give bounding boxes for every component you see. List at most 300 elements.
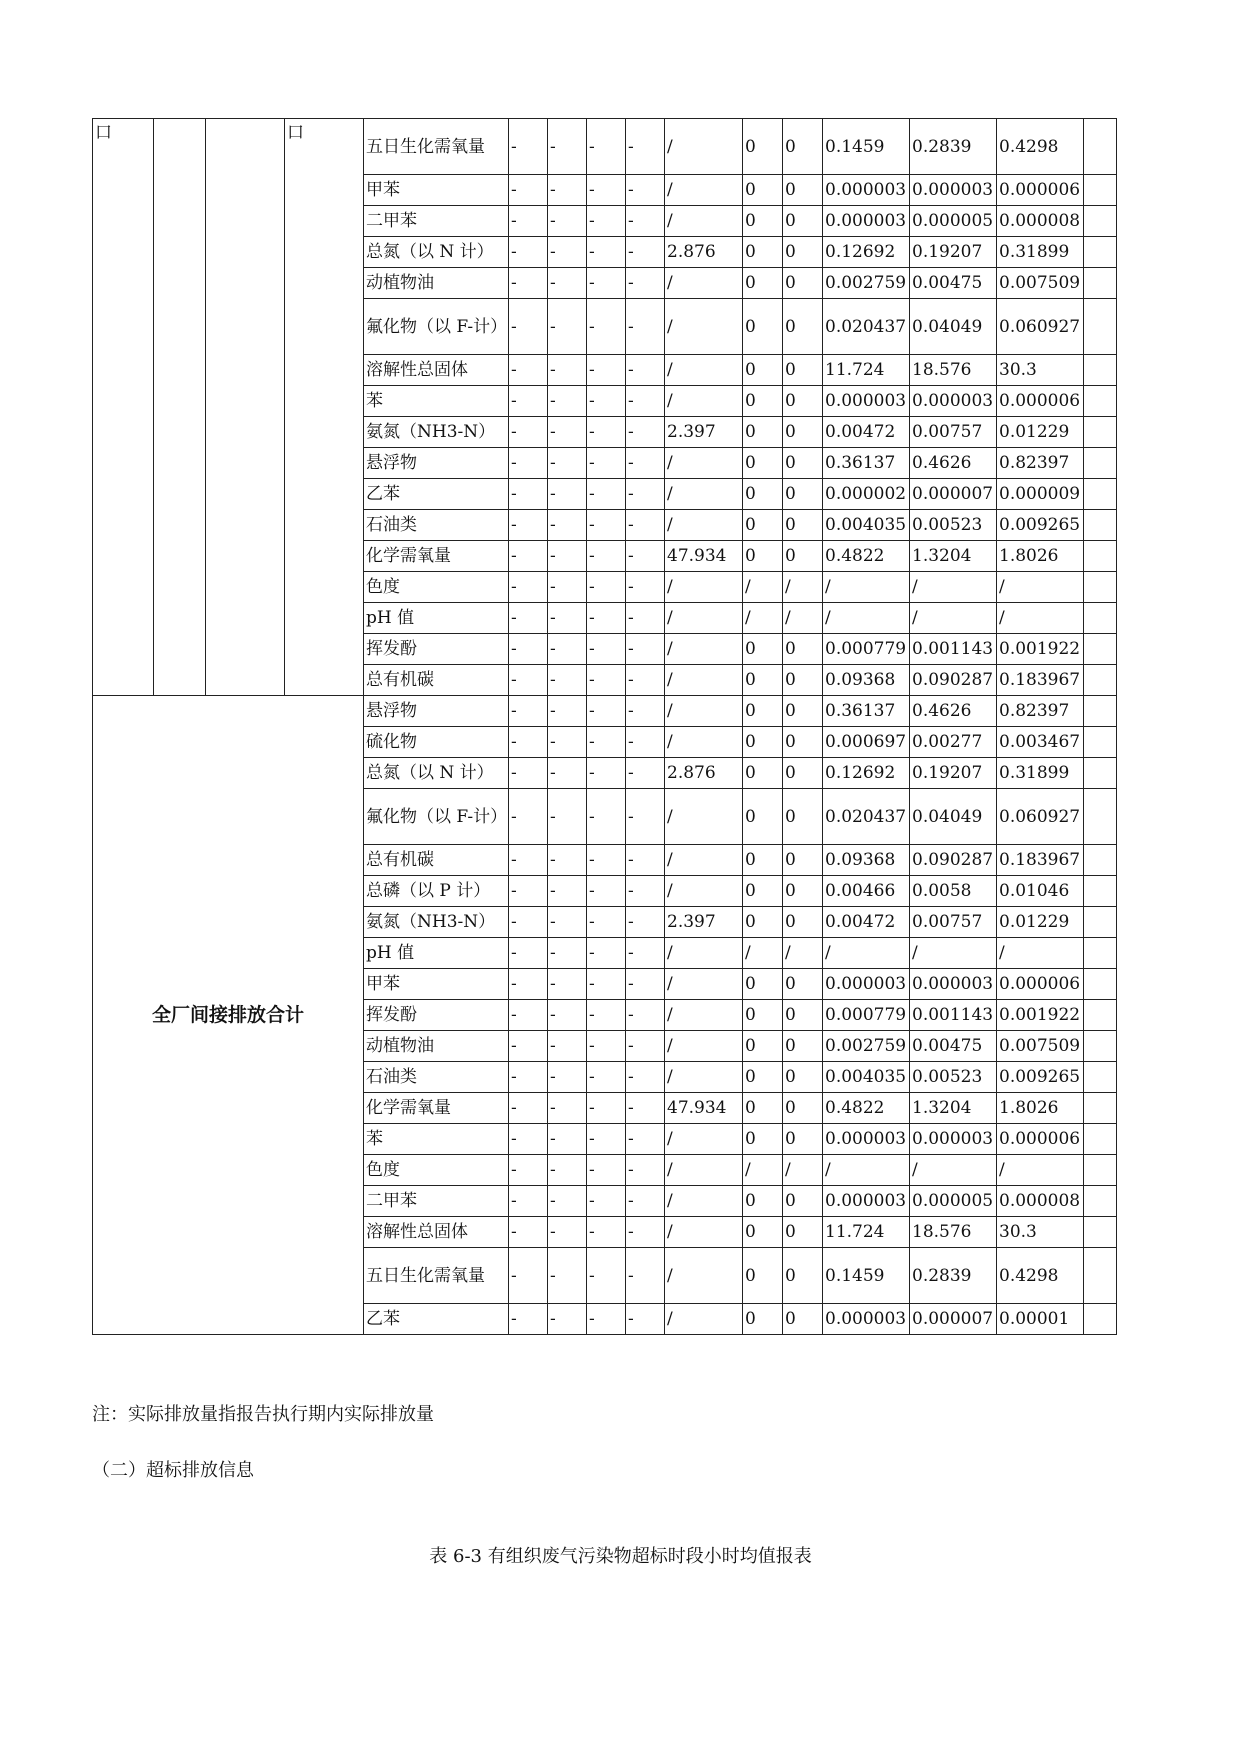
value-cell-a3: 0.31899 (997, 758, 1084, 789)
value-cell-a3: 0.009265 (997, 1062, 1084, 1093)
dash-cell: - (509, 417, 548, 448)
pollutant-name: 总氮（以 N 计） (364, 758, 509, 789)
remark-cell (1084, 696, 1117, 727)
dash-cell: - (587, 268, 626, 299)
value-cell-limit: 2.397 (665, 417, 743, 448)
dash-cell: - (509, 789, 548, 845)
value-cell-limit: / (665, 876, 743, 907)
value-cell-v2: 0 (783, 876, 823, 907)
value-cell-a1: 0.000003 (823, 1124, 910, 1155)
remark-cell (1084, 1186, 1117, 1217)
value-cell-v2: / (783, 1155, 823, 1186)
dash-cell: - (626, 448, 665, 479)
value-cell-v2: 0 (783, 1304, 823, 1335)
dash-cell: - (626, 1217, 665, 1248)
value-cell-v2: 0 (783, 1248, 823, 1304)
value-cell-limit: / (665, 510, 743, 541)
value-cell-v1: 0 (743, 1062, 783, 1093)
dash-cell: - (626, 572, 665, 603)
value-cell-a1: 0.000779 (823, 634, 910, 665)
value-cell-a3: 0.007509 (997, 1031, 1084, 1062)
pollutant-name: 总有机碳 (364, 845, 509, 876)
pollutant-name: 化学需氧量 (364, 541, 509, 572)
dash-cell: - (587, 206, 626, 237)
dash-cell: - (626, 1186, 665, 1217)
value-cell-v1: 0 (743, 1124, 783, 1155)
dash-cell: - (626, 845, 665, 876)
table-body (93, 119, 1117, 1335)
remark-cell (1084, 603, 1117, 634)
dash-cell: - (587, 603, 626, 634)
value-cell-a2: 0.19207 (910, 237, 997, 268)
value-cell-limit: / (665, 938, 743, 969)
value-cell-a3: 0.183967 (997, 845, 1084, 876)
dash-cell: - (548, 448, 587, 479)
value-cell-limit: / (665, 1000, 743, 1031)
dash-cell: - (587, 175, 626, 206)
value-cell-a2: 0.000005 (910, 206, 997, 237)
value-cell-a2: 0.000007 (910, 1304, 997, 1335)
dash-cell: - (509, 1124, 548, 1155)
value-cell-v2: 0 (783, 175, 823, 206)
value-cell-limit: / (665, 1062, 743, 1093)
value-cell-v1: 0 (743, 789, 783, 845)
dash-cell: - (587, 665, 626, 696)
dash-cell: - (587, 1000, 626, 1031)
dash-cell: - (548, 417, 587, 448)
pollutant-name: 总氮（以 N 计） (364, 237, 509, 268)
pollutant-name: 甲苯 (364, 175, 509, 206)
dash-cell: - (509, 1186, 548, 1217)
value-cell-limit: 2.876 (665, 237, 743, 268)
dash-cell: - (587, 696, 626, 727)
pollutant-name: 五日生化需氧量 (364, 1248, 509, 1304)
dash-cell: - (548, 355, 587, 386)
value-cell-a2: 0.00475 (910, 268, 997, 299)
dash-cell: - (587, 758, 626, 789)
value-cell-a1: 0.002759 (823, 268, 910, 299)
remark-cell (1084, 175, 1117, 206)
blank-cell (154, 119, 206, 696)
value-cell-v1: 0 (743, 237, 783, 268)
value-cell-v2: 0 (783, 417, 823, 448)
dash-cell: - (626, 1000, 665, 1031)
dash-cell: - (626, 1248, 665, 1304)
value-cell-a1: 0.09368 (823, 665, 910, 696)
value-cell-v1: 0 (743, 268, 783, 299)
value-cell-a2: 0.090287 (910, 665, 997, 696)
dash-cell: - (548, 206, 587, 237)
value-cell-limit: / (665, 175, 743, 206)
value-cell-v1: 0 (743, 665, 783, 696)
value-cell-v2: 0 (783, 845, 823, 876)
dash-cell: - (587, 386, 626, 417)
value-cell-v1: / (743, 572, 783, 603)
dash-cell: - (626, 665, 665, 696)
value-cell-a1: 0.004035 (823, 1062, 910, 1093)
dash-cell: - (548, 299, 587, 355)
value-cell-a3: 1.8026 (997, 541, 1084, 572)
value-cell-a1: 0.12692 (823, 758, 910, 789)
remark-cell (1084, 1124, 1117, 1155)
value-cell-a2: 0.04049 (910, 299, 997, 355)
value-cell-a3: / (997, 603, 1084, 634)
value-cell-v2: 0 (783, 1093, 823, 1124)
value-cell-a1: 0.004035 (823, 510, 910, 541)
value-cell-v1: 0 (743, 175, 783, 206)
value-cell-v2: 0 (783, 907, 823, 938)
value-cell-limit: / (665, 448, 743, 479)
dash-cell: - (626, 175, 665, 206)
value-cell-a2: 0.04049 (910, 789, 997, 845)
remark-cell (1084, 299, 1117, 355)
pollutant-name: 悬浮物 (364, 696, 509, 727)
value-cell-v1: 0 (743, 1304, 783, 1335)
value-cell-a3: 0.01229 (997, 417, 1084, 448)
remark-cell (1084, 1062, 1117, 1093)
dash-cell: - (587, 417, 626, 448)
dash-cell: - (587, 789, 626, 845)
remark-cell (1084, 1304, 1117, 1335)
value-cell-a3: 0.31899 (997, 237, 1084, 268)
pollutant-name: 氨氮（NH3-N） (364, 417, 509, 448)
pollutant-name: 动植物油 (364, 1031, 509, 1062)
value-cell-a1: / (823, 603, 910, 634)
dash-cell: - (626, 268, 665, 299)
value-cell-v1: 0 (743, 876, 783, 907)
dash-cell: - (509, 299, 548, 355)
dash-cell: - (587, 845, 626, 876)
value-cell-a1: 0.12692 (823, 237, 910, 268)
value-cell-a3: 0.000006 (997, 1124, 1084, 1155)
value-cell-a2: 0.0058 (910, 876, 997, 907)
value-cell-a2: 0.001143 (910, 634, 997, 665)
value-cell-limit: 47.934 (665, 541, 743, 572)
value-cell-a1: 0.000779 (823, 1000, 910, 1031)
value-cell-limit: / (665, 696, 743, 727)
remark-cell (1084, 1000, 1117, 1031)
pollutant-name: 总有机碳 (364, 665, 509, 696)
value-cell-a1: 0.00472 (823, 417, 910, 448)
value-cell-a2: / (910, 603, 997, 634)
value-cell-limit: / (665, 386, 743, 417)
pollutant-name: 挥发酚 (364, 634, 509, 665)
value-cell-v1: 0 (743, 1000, 783, 1031)
remark-cell (1084, 758, 1117, 789)
value-cell-a1: 0.36137 (823, 696, 910, 727)
dash-cell: - (548, 1217, 587, 1248)
value-cell-v1: 0 (743, 1031, 783, 1062)
value-cell-v2: 0 (783, 789, 823, 845)
remark-cell (1084, 417, 1117, 448)
remark-cell (1084, 268, 1117, 299)
remark-cell (1084, 510, 1117, 541)
pollutant-name: 石油类 (364, 1062, 509, 1093)
value-cell-v1: 0 (743, 119, 783, 175)
dash-cell: - (509, 1062, 548, 1093)
value-cell-limit: / (665, 1155, 743, 1186)
remark-cell (1084, 479, 1117, 510)
dash-cell: - (626, 969, 665, 1000)
value-cell-a3: 30.3 (997, 1217, 1084, 1248)
value-cell-a2: 0.00475 (910, 1031, 997, 1062)
value-cell-limit: / (665, 299, 743, 355)
pollutant-name: 苯 (364, 386, 509, 417)
value-cell-limit: / (665, 727, 743, 758)
value-cell-a2: / (910, 938, 997, 969)
value-cell-a3: 0.060927 (997, 299, 1084, 355)
dash-cell: - (548, 603, 587, 634)
value-cell-v2: 0 (783, 510, 823, 541)
value-cell-a3: 0.000006 (997, 175, 1084, 206)
value-cell-v2: 0 (783, 969, 823, 1000)
value-cell-a3: 0.82397 (997, 448, 1084, 479)
dash-cell: - (587, 510, 626, 541)
pollutant-name: 二甲苯 (364, 206, 509, 237)
value-cell-limit: 2.876 (665, 758, 743, 789)
value-cell-a2: 18.576 (910, 1217, 997, 1248)
value-cell-a2: / (910, 1155, 997, 1186)
dash-cell: - (509, 665, 548, 696)
value-cell-v1: / (743, 603, 783, 634)
value-cell-limit: / (665, 603, 743, 634)
value-cell-a3: 0.001922 (997, 1000, 1084, 1031)
pollutant-name: 挥发酚 (364, 1000, 509, 1031)
value-cell-limit: / (665, 1031, 743, 1062)
dash-cell: - (509, 727, 548, 758)
value-cell-a3: 0.000006 (997, 969, 1084, 1000)
dash-cell: - (587, 969, 626, 1000)
value-cell-v2: 0 (783, 479, 823, 510)
value-cell-a2: 0.4626 (910, 448, 997, 479)
value-cell-a1: 0.36137 (823, 448, 910, 479)
dash-cell: - (509, 969, 548, 1000)
remark-cell (1084, 541, 1117, 572)
value-cell-a3: 0.00001 (997, 1304, 1084, 1335)
value-cell-limit: / (665, 634, 743, 665)
value-cell-a3: 0.000008 (997, 1186, 1084, 1217)
remark-cell (1084, 665, 1117, 696)
remark-cell (1084, 1031, 1117, 1062)
value-cell-v2: 0 (783, 299, 823, 355)
value-cell-a1: 11.724 (823, 355, 910, 386)
dash-cell: - (548, 1093, 587, 1124)
value-cell-a2: 0.000003 (910, 386, 997, 417)
value-cell-a3: 30.3 (997, 355, 1084, 386)
value-cell-v2: 0 (783, 1124, 823, 1155)
dash-cell: - (548, 119, 587, 175)
dash-cell: - (509, 175, 548, 206)
pollutant-name: 动植物油 (364, 268, 509, 299)
value-cell-v1: 0 (743, 634, 783, 665)
value-cell-v2: 0 (783, 448, 823, 479)
pollutant-name: 苯 (364, 1124, 509, 1155)
dash-cell: - (587, 1155, 626, 1186)
remark-cell (1084, 727, 1117, 758)
value-cell-a2: 0.00523 (910, 1062, 997, 1093)
value-cell-a1: 0.020437 (823, 789, 910, 845)
value-cell-a2: 18.576 (910, 355, 997, 386)
value-cell-v1: 0 (743, 1186, 783, 1217)
dash-cell: - (548, 479, 587, 510)
pollutant-name: 五日生化需氧量 (364, 119, 509, 175)
dash-cell: - (548, 845, 587, 876)
value-cell-v2: 0 (783, 758, 823, 789)
value-cell-a1: 0.000003 (823, 1186, 910, 1217)
dash-cell: - (548, 1248, 587, 1304)
value-cell-a1: 0.00466 (823, 876, 910, 907)
table-note: 注：实际排放量指报告执行期内实际排放量 (92, 1404, 434, 1425)
dash-cell: - (587, 1031, 626, 1062)
remark-cell (1084, 1217, 1117, 1248)
value-cell-a2: 0.000003 (910, 969, 997, 1000)
pollutant-name: 氨氮（NH3-N） (364, 907, 509, 938)
value-cell-a2: 0.000007 (910, 479, 997, 510)
value-cell-limit: / (665, 1217, 743, 1248)
value-cell-a1: 0.000003 (823, 969, 910, 1000)
remark-cell (1084, 355, 1117, 386)
remark-cell (1084, 448, 1117, 479)
value-cell-a2: 0.00523 (910, 510, 997, 541)
value-cell-v1: 0 (743, 758, 783, 789)
value-cell-v2: 0 (783, 634, 823, 665)
value-cell-a3: / (997, 1155, 1084, 1186)
pollutant-name: 溶解性总固体 (364, 355, 509, 386)
value-cell-v1: 0 (743, 1217, 783, 1248)
value-cell-limit: / (665, 206, 743, 237)
dash-cell: - (509, 1031, 548, 1062)
remark-cell (1084, 876, 1117, 907)
dash-cell: - (587, 876, 626, 907)
dash-cell: - (509, 237, 548, 268)
dash-cell: - (548, 541, 587, 572)
dash-cell: - (587, 1217, 626, 1248)
value-cell-v1: 0 (743, 206, 783, 237)
dash-cell: - (587, 1093, 626, 1124)
value-cell-limit: / (665, 1248, 743, 1304)
value-cell-limit: / (665, 479, 743, 510)
value-cell-limit: 47.934 (665, 1093, 743, 1124)
dash-cell: - (626, 1031, 665, 1062)
value-cell-limit: / (665, 355, 743, 386)
dash-cell: - (587, 119, 626, 175)
dash-cell: - (587, 1062, 626, 1093)
dash-cell: - (548, 969, 587, 1000)
value-cell-v2: / (783, 938, 823, 969)
value-cell-a3: / (997, 572, 1084, 603)
dash-cell: - (509, 355, 548, 386)
value-cell-v2: 0 (783, 1217, 823, 1248)
remark-cell (1084, 386, 1117, 417)
value-cell-a2: / (910, 572, 997, 603)
value-cell-a2: 0.090287 (910, 845, 997, 876)
value-cell-a3: 0.007509 (997, 268, 1084, 299)
dash-cell: - (509, 845, 548, 876)
dash-cell: - (626, 417, 665, 448)
dash-cell: - (509, 448, 548, 479)
outlet-cell: 口 (285, 119, 364, 696)
value-cell-a2: 0.19207 (910, 758, 997, 789)
value-cell-v1: 0 (743, 448, 783, 479)
dash-cell: - (626, 634, 665, 665)
value-cell-limit: / (665, 572, 743, 603)
value-cell-a1: / (823, 938, 910, 969)
value-cell-a1: 0.020437 (823, 299, 910, 355)
pollutant-name: 化学需氧量 (364, 1093, 509, 1124)
value-cell-a1: 0.000003 (823, 206, 910, 237)
section-heading: （二）超标排放信息 (92, 1460, 254, 1481)
dash-cell: - (626, 206, 665, 237)
value-cell-v2: 0 (783, 1186, 823, 1217)
table-caption: 表 6-3 有组织废气污染物超标时段小时均值报表 (429, 1546, 812, 1567)
dash-cell: - (548, 510, 587, 541)
value-cell-a1: 0.000003 (823, 1304, 910, 1335)
value-cell-v2: 0 (783, 119, 823, 175)
value-cell-a2: 1.3204 (910, 541, 997, 572)
value-cell-v2: 0 (783, 696, 823, 727)
value-cell-a2: 0.00757 (910, 907, 997, 938)
dash-cell: - (587, 448, 626, 479)
value-cell-limit: / (665, 268, 743, 299)
dash-cell: - (509, 268, 548, 299)
value-cell-limit: / (665, 969, 743, 1000)
dash-cell: - (587, 299, 626, 355)
value-cell-limit: / (665, 1124, 743, 1155)
value-cell-a1: 0.000003 (823, 386, 910, 417)
dash-cell: - (626, 1155, 665, 1186)
value-cell-a3: 0.01229 (997, 907, 1084, 938)
dash-cell: - (509, 1093, 548, 1124)
outlet-cell: 口 (93, 119, 154, 696)
value-cell-v1: 0 (743, 1248, 783, 1304)
value-cell-a1: 0.09368 (823, 845, 910, 876)
dash-cell: - (626, 237, 665, 268)
value-cell-a3: 0.000009 (997, 479, 1084, 510)
dash-cell: - (587, 541, 626, 572)
dash-cell: - (509, 1000, 548, 1031)
dash-cell: - (548, 938, 587, 969)
value-cell-limit: / (665, 789, 743, 845)
dash-cell: - (509, 479, 548, 510)
dash-cell: - (509, 876, 548, 907)
dash-cell: - (548, 634, 587, 665)
value-cell-limit: / (665, 845, 743, 876)
pollutant-name: 二甲苯 (364, 1186, 509, 1217)
dash-cell: - (626, 541, 665, 572)
dash-cell: - (626, 479, 665, 510)
dash-cell: - (548, 386, 587, 417)
dash-cell: - (509, 696, 548, 727)
remark-cell (1084, 572, 1117, 603)
value-cell-v1: 0 (743, 541, 783, 572)
pollutant-name: pH 值 (364, 938, 509, 969)
dash-cell: - (626, 1093, 665, 1124)
dash-cell: - (626, 938, 665, 969)
remark-cell (1084, 237, 1117, 268)
value-cell-a2: 0.2839 (910, 1248, 997, 1304)
dash-cell: - (587, 1186, 626, 1217)
pollutant-name: 甲苯 (364, 969, 509, 1000)
dash-cell: - (548, 268, 587, 299)
value-cell-a2: 0.00277 (910, 727, 997, 758)
value-cell-v2: 0 (783, 1000, 823, 1031)
value-cell-v2: 0 (783, 237, 823, 268)
dash-cell: - (509, 1304, 548, 1335)
dash-cell: - (548, 1062, 587, 1093)
value-cell-v1: 0 (743, 417, 783, 448)
value-cell-v2: 0 (783, 541, 823, 572)
dash-cell: - (509, 907, 548, 938)
